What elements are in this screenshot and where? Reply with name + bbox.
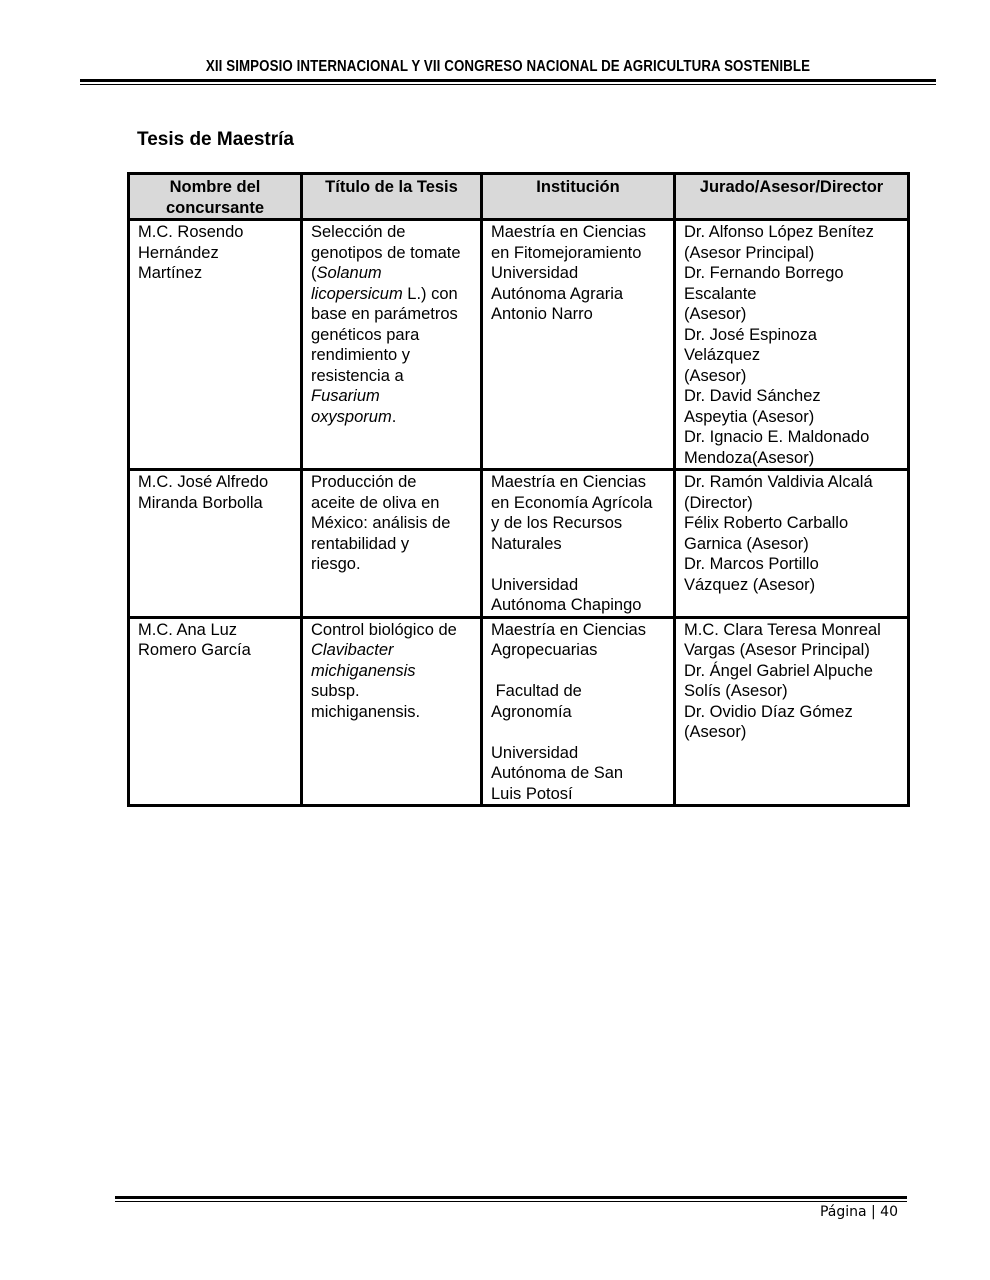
cell-line bbox=[311, 284, 474, 305]
cell-line: Dr. David Sánchez bbox=[684, 387, 821, 405]
cell-line: Dr. Fernando Borrego bbox=[684, 264, 844, 282]
table-header-row bbox=[129, 174, 909, 220]
cell-line: Agronomía bbox=[491, 702, 572, 721]
cell-line: Selección de bbox=[311, 223, 406, 241]
cell-line: Solís (Asesor) bbox=[684, 682, 788, 700]
cell-institution bbox=[482, 470, 675, 618]
cell-line: M.C. José Alfredo bbox=[138, 473, 269, 491]
table-row bbox=[129, 470, 909, 618]
text-run: ( bbox=[311, 264, 317, 282]
cell-line: Maestría en Ciencias bbox=[491, 223, 646, 241]
footer-rule-thick bbox=[115, 1196, 907, 1199]
blank-line bbox=[491, 722, 667, 743]
header-institution: Institución bbox=[482, 174, 675, 220]
blank-line bbox=[491, 554, 667, 575]
text-run: . bbox=[391, 407, 397, 426]
cell-line bbox=[311, 661, 474, 682]
header-text: Nombre del bbox=[169, 178, 261, 196]
cell-name bbox=[129, 220, 302, 470]
cell-line: riesgo. bbox=[311, 555, 361, 573]
cell-name bbox=[129, 470, 302, 618]
cell-line: Dr. Ramón Valdivia Alcalá bbox=[684, 473, 873, 491]
cell-line: Escalante bbox=[684, 284, 757, 303]
cell-line: (Asesor) bbox=[684, 723, 747, 741]
cell-line: Universidad bbox=[491, 264, 579, 282]
header-rule-thick bbox=[80, 79, 936, 82]
header-rule-thin bbox=[80, 84, 936, 85]
cell-line: en Fitomejoramiento bbox=[491, 243, 642, 262]
table-row bbox=[129, 220, 909, 470]
cell-line: Aspeytia (Asesor) bbox=[684, 407, 815, 426]
cell-line: genotipos de tomate bbox=[311, 243, 461, 262]
cell-line: Martínez bbox=[138, 264, 203, 282]
cell-line bbox=[311, 407, 474, 428]
cell-line: resistencia a bbox=[311, 366, 404, 385]
text-run: L.) con bbox=[402, 284, 458, 303]
cell-line: (Asesor) bbox=[684, 305, 747, 323]
species-name: oxysporum bbox=[311, 407, 392, 426]
cell-line: Mendoza(Asesor) bbox=[684, 448, 815, 467]
cell-line: en Economía Agrícola bbox=[491, 493, 653, 512]
footer-rule-thin bbox=[115, 1201, 907, 1202]
cell-line: Dr. Ignacio E. Maldonado bbox=[684, 428, 870, 446]
header-thesis-title: Título de la Tesis bbox=[302, 174, 482, 220]
cell-line: Garnica (Asesor) bbox=[684, 534, 809, 553]
cell-line: Vargas (Asesor Principal) bbox=[684, 641, 870, 659]
cell-line bbox=[311, 386, 474, 407]
cell-line: Universidad bbox=[491, 575, 579, 594]
cell-line bbox=[311, 263, 474, 284]
cell-line: aceite de oliva en bbox=[311, 493, 440, 512]
cell-line: genéticos para bbox=[311, 325, 420, 344]
cell-line: M.C. Ana Luz bbox=[138, 620, 238, 639]
cell-line: michiganensis. bbox=[311, 702, 421, 721]
cell-line: M.C. Clara Teresa Monreal bbox=[684, 620, 881, 639]
cell-name bbox=[129, 617, 302, 806]
cell-institution bbox=[482, 617, 675, 806]
header-text: concursante bbox=[165, 198, 265, 217]
cell-jury bbox=[675, 617, 909, 806]
cell-line: Maestría en Ciencias bbox=[491, 620, 646, 639]
species-name: Solanum bbox=[316, 264, 382, 282]
cell-line: Dr. Alfonso López Benítez bbox=[684, 223, 874, 241]
table-row bbox=[129, 617, 909, 806]
cell-line: Félix Roberto Carballo bbox=[684, 514, 849, 532]
header-contestant-name bbox=[129, 174, 302, 220]
cell-line: Antonio Narro bbox=[491, 305, 593, 323]
cell-line: Autónoma Agraria bbox=[491, 284, 624, 303]
cell-line: Dr. Marcos Portillo bbox=[684, 555, 819, 573]
header-title: XII SIMPOSIO INTERNACIONAL Y VII CONGRESO NACIONAL DE AGRICULTURA SOSTENIBLE bbox=[205, 58, 811, 75]
page-number: Página | 40 bbox=[819, 1204, 898, 1220]
header-jury: Jurado/Asesor/Director bbox=[675, 174, 909, 220]
cell-line: Vázquez (Asesor) bbox=[684, 575, 816, 594]
cell-line: (Asesor) bbox=[684, 366, 747, 385]
cell-line: Luis Potosí bbox=[491, 784, 573, 803]
cell-line: México: análisis de bbox=[311, 514, 451, 532]
cell-line: Dr. José Espinoza bbox=[684, 325, 817, 344]
blank-line bbox=[491, 661, 667, 682]
cell-line: Producción de bbox=[311, 473, 417, 491]
cell-title bbox=[302, 617, 482, 806]
section-title: Tesis de Maestría bbox=[137, 129, 295, 150]
cell-line: Dr. Ángel Gabriel Alpuche bbox=[684, 661, 873, 680]
cell-line: Autónoma de San bbox=[491, 764, 624, 782]
cell-line: Velázquez bbox=[684, 346, 761, 364]
cell-line: Naturales bbox=[491, 534, 562, 553]
cell-jury bbox=[675, 220, 909, 470]
cell-line: (Asesor Principal) bbox=[684, 243, 815, 262]
cell-line: base en parámetros bbox=[311, 305, 458, 323]
species-name: licopersicum bbox=[311, 284, 403, 303]
cell-line: subsp. bbox=[311, 682, 360, 700]
cell-line: Dr. Ovidio Díaz Gómez bbox=[684, 702, 853, 721]
cell-line: (Director) bbox=[684, 493, 753, 512]
cell-jury bbox=[675, 470, 909, 618]
cell-line: Maestría en Ciencias bbox=[491, 473, 646, 491]
cell-line: rentabilidad y bbox=[311, 534, 410, 553]
cell-title bbox=[302, 470, 482, 618]
species-name: Clavibacter bbox=[311, 641, 394, 659]
cell-line: Hernández bbox=[138, 243, 219, 262]
cell-line: Miranda Borbolla bbox=[138, 493, 263, 512]
cell-line: Control biológico de bbox=[311, 620, 457, 639]
cell-line: M.C. Rosendo bbox=[138, 223, 244, 241]
cell-title bbox=[302, 220, 482, 470]
cell-line: Universidad bbox=[491, 743, 579, 762]
cell-line: Agropecuarias bbox=[491, 641, 598, 659]
thesis-table bbox=[127, 172, 910, 807]
cell-line bbox=[311, 640, 474, 661]
cell-line: rendimiento y bbox=[311, 346, 411, 364]
species-name: michiganensis bbox=[311, 661, 416, 680]
cell-line: Romero García bbox=[138, 641, 251, 659]
species-name: Fusarium bbox=[311, 387, 380, 405]
cell-line: Facultad de bbox=[491, 682, 582, 700]
cell-line: Autónoma Chapingo bbox=[491, 596, 642, 614]
cell-line: y de los Recursos bbox=[491, 514, 623, 532]
cell-institution bbox=[482, 220, 675, 470]
